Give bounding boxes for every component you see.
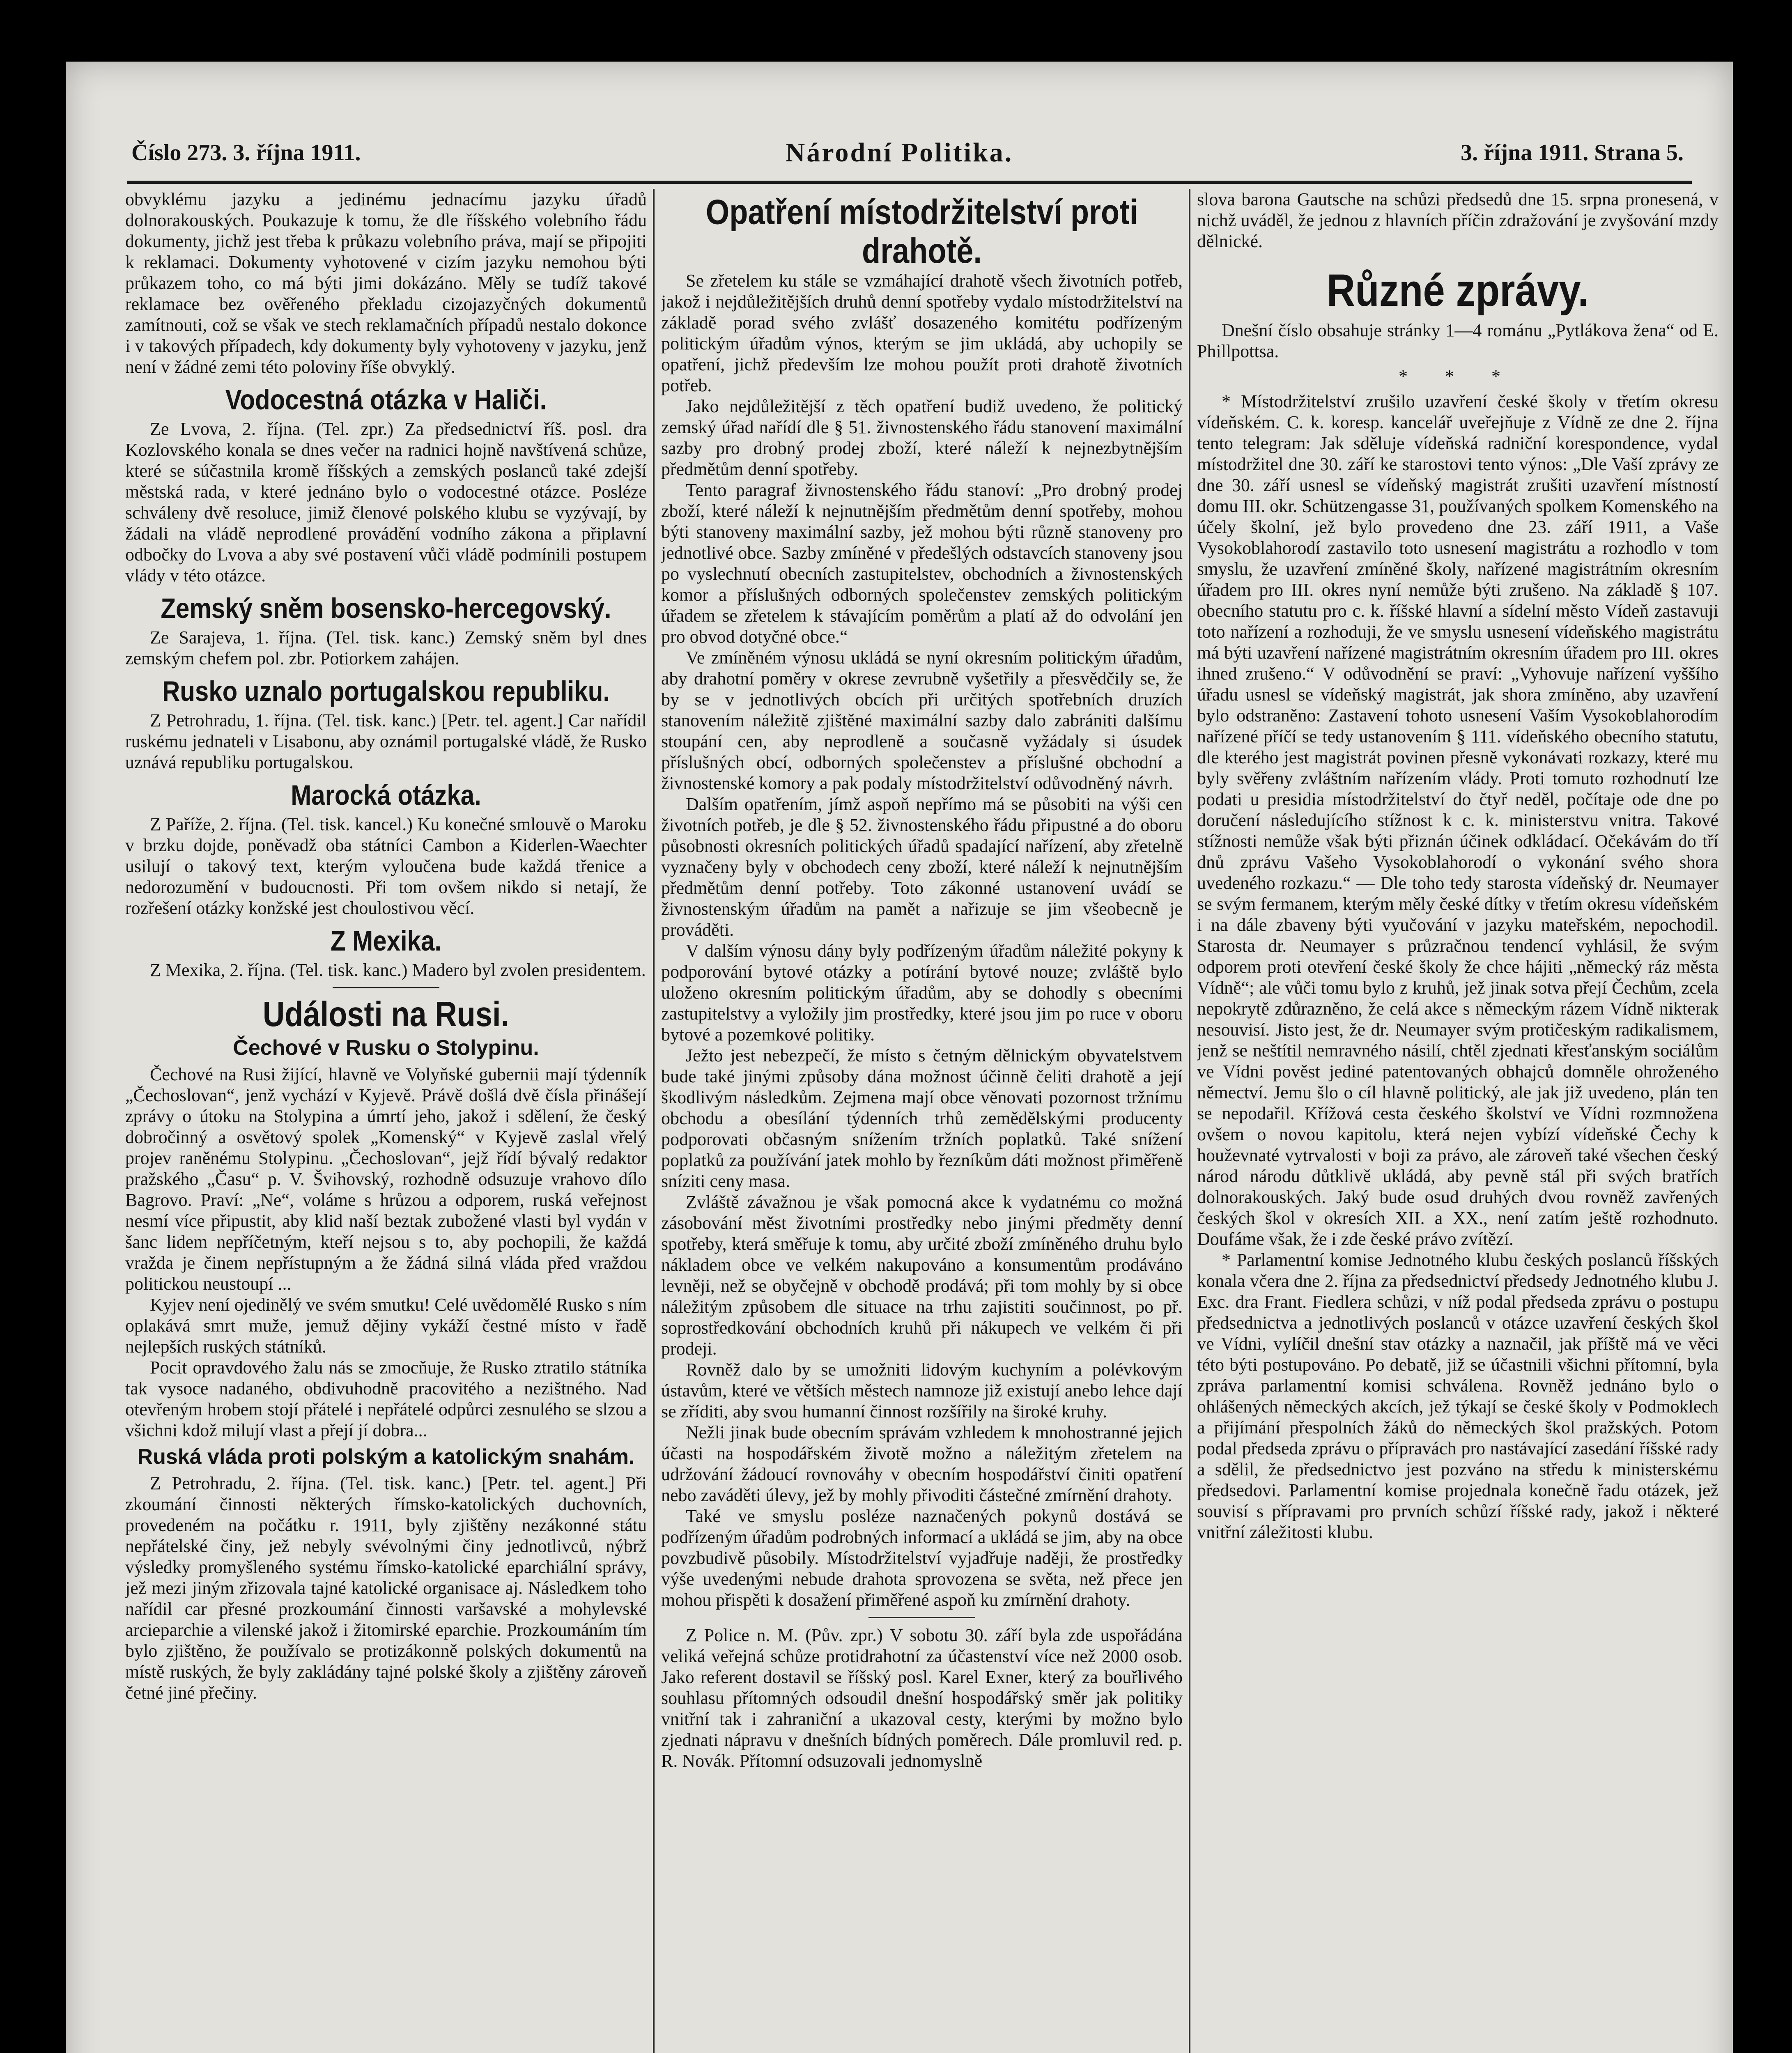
article-poslanci: * Parlamentní komise Jednotného klubu českých poslanců říšských konala včera dne 2. října za předsednictví předsedy Jednotného klubu J. Exc. dra Frant. Fiedlera schůzi, v níž podal předseda zprávu o postupu předsednictva a jednotlivých poslanců v otázce uzavření českých škol ve Vídni, vylíčil dnešní stav otázky a naznačil, jak příště má ve věci této býti postupováno. Po debatě, již se účastnili všichni přítomní, byla zpráva parlamentní komisi schválena. Rovněž jednáno bylo o ohlášených německých akcích, jež týkají se české školy v Podmoklech a přijímání přespolních žáků do německých škol pražských. Potom podal předseda zprávu o přípravách pro nastávající zasedání říšské rady a sdělil, že předsednictvo jest pozváno na středu k ministerskému předsedovi. Parlamentní komise projednala konečně řadu otázek, jež souvisí s přípravami pro prvních schůzí říšské rady, jakož i některé vnitřní záležitosti klubu.: [1197, 1250, 1718, 1542]
article-drahota-5: Dalším opatřením, jímž aspoň nepřímo má se působiti na výši cen životních potřeb, je dle § 52. živnostenského řádu připustné a do oboru působnosti okresních politických úřadů spadající nařízení, aby zřetelně vyznačeny byly v obchodech ceny zboží, které náleží k nejnutnějším předmětům denní potřeby. Toto zákonné ustanovení uvádí se živnostenským úřadům na pamět a nařizuje se jim všeobecně je prováděti.: [661, 794, 1183, 940]
article-mexiko: Z Mexika, 2. října. (Tel. tisk. kanc.) Madero byl zvolen presidentem.: [150, 960, 646, 980]
article-drahota-6: V dalším výnosu dány byly podřízeným úřadům náležité pokyny k podporování bytové otázky a potírání bytové nouze; zvláště bylo uloženo okresním politickým úřadům, aby se dohodly s obecními zastupitelstvy a vyložily jim prostředky, které jsou jim po ruce v oboru bytové a pozemkové politiky.: [661, 941, 1183, 1045]
article-drahota-8: Zvláště závažnou je však pomocná akce k vydatnému co možná zásobování měst životními prostředky nebo jinými předměty denní spotřeby, která směřuje k tomu, aby určité zboží zmíněného druhu bylo nákladem obce ve velkém nakupováno a konsumentům prodáváno levněji, než se obyčejně v obchodě prodává; při tom mohly by si obce náležitým způsobem dle situace na trhu zajistiti součinnost, po př. soprostředkování obchodních kruhů při nákupech ve velkém či při prodeji.: [661, 1192, 1183, 1359]
headline-maroko: Marocká otázka.: [291, 779, 481, 811]
page-header: [66, 140, 1733, 177]
subheadline-vlada: Ruská vláda proti polským a katolickým snahám.: [137, 1445, 635, 1469]
article-police: Z Police n. M. (Pův. zpr.) V sobotu 30. září byla zde uspořádána veliká veřejná schůze protidrahotní za účastenství více než 2000 osob. Jako referent dostavil se říšský posl. Karel Exner, který za bouřlivého souhlasu přítomných odsoudil dnešní hospodářský směr jak politiky vnitřní tak i zahraniční a ukazoval cesty, kterými by možno bylo zjednati nápravu v dnešních bídných poměrech. Dále promluvil red. p. R. Novák. Přítomní odsuzovali jednomyslně: [661, 1625, 1183, 1771]
article-drahota-10: Nežli jinak bude obecním správám vzhledem k mnohostranné jejich účasti na hospodářském životě možno a náležitým zřetelem na udržování žádoucí rovnováhy v obecním hospodářství činiti opatření nebo zaváděti úlevy, jež by mohly přivoditi částečné zmírnění drahoty.: [661, 1422, 1183, 1505]
issue-number: Číslo 273. 3. října 1911.: [131, 140, 361, 165]
article-skoly: * Místodržitelství zrušilo uzavření české školy v třetím okresu vídeňském. C. k. koresp. kancelář uveřejňuje z Vídně ze dne 2. října tento telegram: Jak sděluje vídeňská radniční korespondence, vydal místodržitel dne 30. září ke starostovi tento výnos: „Dle Vaší zprávy ze dne 30. září usnesl se vídeňský magistrát zrušiti uzavření místností domu III. okr. Schützengasse 31, používaných spolkem Komenského na účely školní, jež bylo provedeno dne 23. září 1911, a Vaše Vysokoblahorodí zastavilo toto usnesení magistrátu a rozhodlo v tom smyslu, že uzavření zmíněné školy, nařízené magistrátním okresním úřadem pro III. okres nyní nemůže býti zrušeno. Na základě § 107. obecního statutu pro c. k. říšské hlavní a sídelní město Vídeň zastavuji toto nařízení a rozhoduji, že ve smyslu usnesení vídeňského magistrátu má býti uzavření nařízené magistrátním okresním úřadem pro III. okres ihned zrušeno.“ V odůvodnění se praví: „Vyhovuje nařízení vyššího úřadu usnesl se vídeňský magistrát, jak shora zmíněno, aby uzavření bylo odstraněno: Zastavení tohoto usnesení Vaším Vysokoblahorodím nařízené příčí se tedy ustanovením § 111. vídeňského obecního statutu, dle kterého jest magistrát povinen přesně vykonávati rozkazy, které mu byly svěřeny zvláštním nařízením vlády. Proti tomuto rozhodnutí lze podati u presidia místodržitelství do čtyř neděl, počítaje ode dne po doručení následujícího stížnost k c. k. ministerstvu vnitra. Takové stížnosti nemůže však býti přiznán účinek odkládací. Očekávám do tří dnů zprávu Vašeho Vysokoblahorodí o vykonání svého shora uvedeného rozkazu.“ — Dle toho tedy starosta vídeňský dr. Neumayer se svým fermanem, kterým měly české dítky v třetím okresu vídeňském i na dále zbaveny býti vyučování v jazyku mateřském, nepochodil. Starosta dr. Neumayer s průzračnou tendencí vyhlásil, že svým odporem proti otevření české školy že chce hájiti „německý ráz města Vídně“; ale vůči tomu bylo z kruhů, jež jinak sotva přejí Čechům, zcela nepokrytě zdůrazněno, že celá akce s německým rázem Vídně nikterak nesouvisí. Jisto jest, že dr. Neumayer svým protičeským radikalismem, jenž se neštítil nemravného násilí, chtěl zjednati křesťanským sociálům ve Vídni pověst jediné patentovaných obhajců domněle ohroženého němectví. Jemu šlo o cíl hlavně politický, ale jak již uvedeno, plán ten se nepodařil. Křížová cesta českého školství ve Vídni rozmnožena ovšem o novou kapitolu, která nejen vybízí vídeňské Čechy k houževnaté vytrvalosti v boji za právo, ale zároveň také všechen český národ národu důtklivě ukládá, aby pevně stál při svých bratřích dolnorakouských. Jaký bude osud druhých dvou rovněž zavřených českých škol v okresích XII. a XX., není zatím ještě rozhodnuto. Doufáme však, že i zde české právo zvítězí.: [1197, 391, 1718, 1249]
newspaper-page: [66, 62, 1733, 2053]
article-drahota-9: Rovněž dalo by se umožniti lidovým kuchyním a polévkovým ústavům, které ve větších městech namnoze již existují anebo lehce dají se zříditi, aby svou humanní činnost rozšířily na široké kruhy.: [661, 1359, 1183, 1421]
article-drahota-2: Jako nejdůležitější z těch opatření budiž uvedeno, že politický zemský úřad nařídí dle § 51. živnostenského řádu stanovení maximální sazby pro drobný prodej zboží, které náleží k nejnezbytnějším předmětům denní spotřeby.: [661, 396, 1183, 479]
article-cesi-3: Pocit opravdového žalu nás se zmocňuje, že Rusko ztratilo státníka tak vysoce nadaného, obdivuhodně pracovitého a nezištného. Nad otevřeným hrobem stojí přátelé i nepřátelé odpůrci zesnulého se slzou a všichni kdož milují vlast a přejí jí dobra...: [125, 1357, 647, 1440]
article-continuation: slova barona Gautsche na schůzi předsedů dne 15. srpna pronesená, v nichž uváděl, že jednou z hlavních příčin zdražování je zvyšování mzdy dělnické.: [1197, 189, 1718, 251]
headline-drahota: Opatření místodržitelství proti drahotě.: [705, 192, 1138, 271]
column-separator: [653, 189, 655, 2053]
article-drahota-3: Tento paragraf živnostenského řádu stanoví: „Pro drobný prodej zboží, které náleží k nejnutnějším předmětům denní spotřeby, mohou býti stanoveny maximální sazby, jež mohou býti různě stanoveny pro jednotlivé obce. Sazby zmíněné v předešlých odstavcích stanoveny jsou po vyslechnutí obecních zastupitelstev, obchodních a živnostenských komor a příslušných odborných společenstev zemských politickým úřadem se zřetelem k stávajícím poměrům a platí až do odvolání jen pro obvod dotyčné obce.“: [661, 480, 1183, 647]
notice-roman: Dnešní číslo obsahuje stránky 1—4 románu „Pytlákova žena“ od E. Phillpottsa.: [1197, 320, 1718, 361]
article-drahota-1: Se zřetelem ku stále se vzmáhající drahotě všech životních potřeb, jakož i nejdůležitějších druhů denní spotřeby vydalo místodržitelství na základě porad svého zvlášť dosazeného komitétu podřízeným politickým úřadům výnos, kterým se jim ukládá, aby uchopily se opatření, jichž především lze mohou použít proti drahotě životních potřeb.: [661, 271, 1183, 395]
headline-snem: Zemský sněm bosensko-hercegovský.: [161, 592, 611, 624]
headline-zpravy: Různé zprávy.: [1326, 265, 1589, 316]
article-halic: Ze Lvova, 2. října. (Tel. zpr.) Za předsednictví říš. posl. dra Kozlovského konala se dnes večer na radnici hojně navštívená schůze, které se súčastnila kromě říšských a zemských poslanců také zdejší městská rada, v které jednáno bylo o vodocestné otázce. Posléze schváleny dvě resoluce, jimiž členové polského klubu se vyzývají, by žádali na vládě neprodlené provádění vodního zákona a připlavní odbočky do Lvova a aby své postavení vůči vládě podmínili postupem vlády v této otázce.: [125, 419, 647, 586]
column-2: [661, 189, 1183, 2053]
article-drahota-4: Ve zmíněném výnosu ukládá se nyní okresním politickým úřadům, aby drahotní poměry v okrese zevrubně vyšetřily a přesvědčily se, že by se v jednotlivých obcích při určitých spotřebních druzích stanovením náležitě zjištěné maximální sazby dalo zabrániti dalšímu stoupání cen, aby neprodleně a současně vyžádaly si úsudek příslušných obcí, odborných společenstev a příslušné obchodní a živnostenské komory a pak podaly místodržitelství odůvodněný návrh.: [661, 648, 1183, 793]
article-snem: Ze Sarajeva, 1. října. (Tel. tisk. kanc.) Zemský sněm byl dnes zemským chefem pol. zbr. Potiorkem zahájen.: [125, 627, 647, 668]
article-cesi-2: Kyjev není ojedinělý ve svém smutku! Celé uvědomělé Rusko s ním oplakává smrt muže, jemuž dějiny vykáží čestné místo v řadě nejlepších ruských státníků.: [125, 1295, 647, 1357]
article-cesi-1: Čechové na Rusi žijící, hlavně ve Volyňské gubernii mají týdenník „Čechoslovan“, jenž vychází v Kyjevě. Právě došlá dvě čísla přinášejí zprávy o útoku na Stolypina a úmrtí jeho, jakož i sdělení, že český dobročinný a osvětový spolek „Komenský“ v Kyjevě zaslal vřelý projev raněnému Stolypinu. „Čechoslovan“, jejž řídí bývalý redaktor pražského „Času“ p. V. Švihovský, rozhodně odsuzuje vrahovo dílo Bagrovo. Praví: „Ne“, voláme s hrůzou a odporem, ruská veřejnost nesmí více připustit, aby klid naší beztak zubožené vlasti byl vydán v šanc lidem nepříčetným, kteří nejsou s to, aby pochopili, že každá vražda je činem nepřístupným a že žádná silná vláda před vraždou politickou neustoupí ...: [125, 1064, 647, 1294]
section-stars: * * *: [1399, 366, 1517, 386]
masthead: Národní Politika.: [785, 138, 1013, 168]
article-drahota-7: Ježto jest nebezpečí, že místo s četným dělnickým obyvatelstvem bude také jinými způsoby dána možnost účinně čeliti drahotě a její škodlivým následkům. Zejmena mají obce věnovati pozornost tržnímu obchodu a obesílání týdenních trhů zemědělskými producenty podporovati občasným snížením tržních poplatků. Také snížení poplatků za používání jatek mohlo by řezníkům dáti možnost přiměřeně sníziti ceny masa.: [661, 1045, 1183, 1191]
headline-halic: Vodocestná otázka v Haliči.: [225, 384, 547, 416]
headline-rusko: Rusko uznalo portugalskou republiku.: [162, 675, 610, 707]
article-rusko: Z Petrohradu, 1. října. (Tel. tisk. kanc.) [Petr. tel. agent.] Car nařídil ruskému jednateli v Lisabonu, aby oznámil portugalské vládě, že Rusko uznává republiku portugalskou.: [125, 710, 647, 772]
article-drahota-11: Také ve smyslu posléze naznačených pokynů dostává se podřízeným úřadům podrobných informací a ukládá se jim, aby na obce povzbudivě působily. Místodržitelství vyjadřuje naději, že prostředky výše uvedenými nebude drahota sprovozena se světa, než přece jen mohou přispěti k dosažení přiměřené aspoň ku zmírnění drahoty.: [661, 1506, 1183, 1610]
page-number: 3. října 1911. Strana 5.: [1461, 140, 1684, 165]
headline-mexiko: Z Mexika.: [330, 925, 442, 957]
headline-rus: Události na Rusi.: [262, 994, 510, 1034]
article-maroko: Z Paříže, 2. října. (Tel. tisk. kancel.) Ku konečné smlouvě o Maroku v brzku dojde, poněvadž oba státníci Cambon a Kiderlen-Waechter usilují o takový text, kterým vyloučena bude každá třenice a nedorozumění v budoucnosti. Při tom ovšem nikdo si netají, že rozřešení otázky konžské jest choulostivou věcí.: [125, 814, 647, 918]
article-vlada: Z Petrohradu, 2. října. (Tel. tisk. kanc.) [Petr. tel. agent.] Při zkoumání činnosti některých římsko-katolických duchovních, provedeném na počátku r. 1911, byly zjištěny nezákonné státu nepřátelské činy, jež nebyly svévolnými činy jednotlivců, nýbrž výsledky promyšleného systému římsko-katolické eparchiální správy, jež mezi jiným zřizovala tajné katolické organisace aj. Následkem toho nařídil car přesné prozkoumání činnosti varšavské a mohylevské arcieparchie a vilenské jakož i žitomirské eparchie. Prozkoumáním tím bylo zjištěno, že používalo se protizákonně polských dokumentů na místě ruských, že byly zakládány tajné polské školy a zjištěny zároveň četné jiné přečiny.: [125, 1473, 647, 1703]
article-continuation: obvyklému jazyku a jedinému jednacímu jazyku úřadů dolnorakouských. Poukazuje k tomu, že dle říšského volebního řádu dokumenty, jichž jest třeba k průkazu volebního práva, mají se připojiti k reklamaci. Dokumenty vyhotovené v cizím jazyku nemohou býti průkazem toho, co má býti jimi dokázáno. Měly se tudíž takové reklamace bez ověřeného překladu cizojazyčných dokumentů zamítnouti, což se však ve stech reklamačních případů nestalo dokonce i v takových případech, kdy dokumenty byly vyhotoveny v jazyku, jenž není v žádné zemi této poloviny říše obvyklý.: [125, 189, 647, 377]
header-rule: [127, 181, 1692, 184]
column-1: [125, 189, 647, 2053]
column-3: [1197, 189, 1718, 2053]
column-separator: [1189, 189, 1190, 2053]
subheadline-cesi: Čechové v Rusku o Stolypinu.: [233, 1036, 539, 1060]
divider: [333, 987, 439, 988]
divider: [868, 1617, 975, 1618]
